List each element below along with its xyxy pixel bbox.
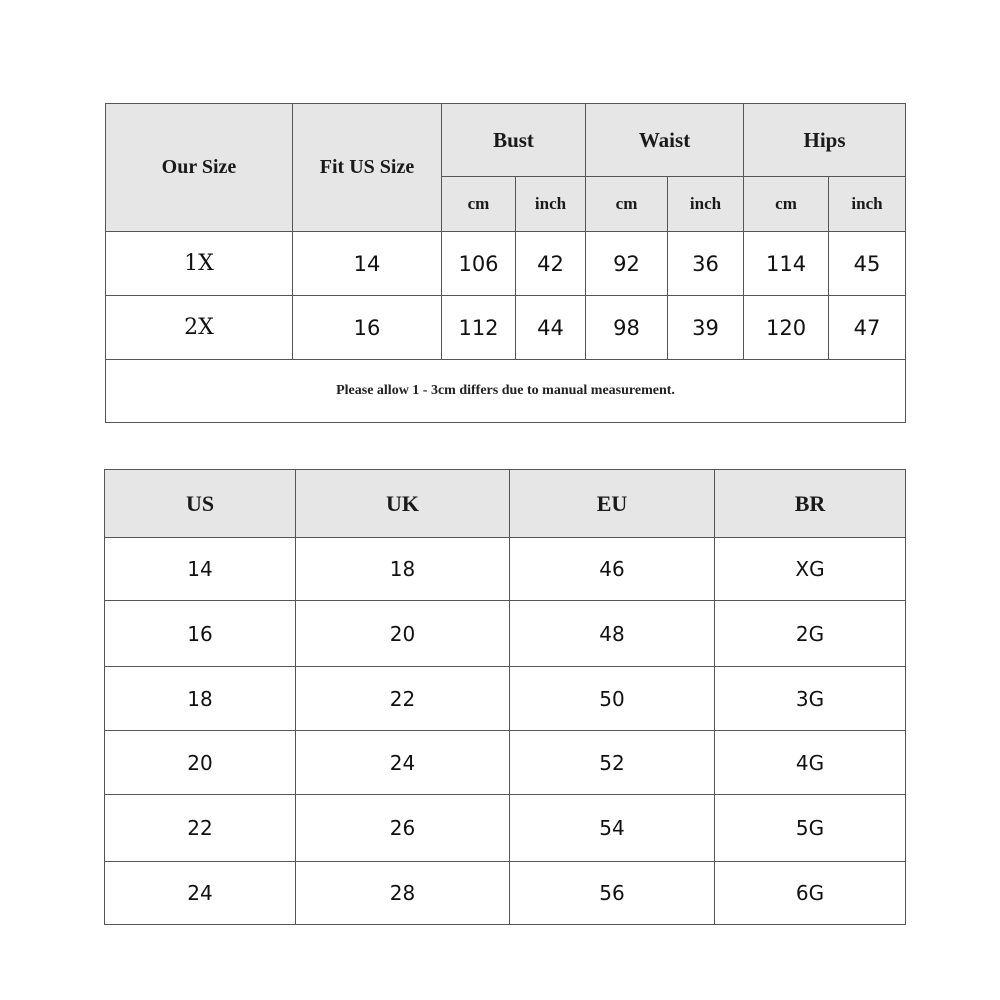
- us-cell: 14: [105, 538, 296, 601]
- us-cell: 18: [105, 667, 296, 731]
- eu-cell: 46: [510, 538, 715, 601]
- us-cell: 20: [105, 731, 296, 795]
- table-row: [105, 862, 906, 925]
- bust-inch-cell: 44: [516, 296, 586, 360]
- header-eu: EU: [510, 470, 715, 538]
- header-bust-inch: inch: [516, 177, 586, 232]
- waist-inch-cell: 39: [668, 296, 744, 360]
- header-waist: Waist: [586, 104, 744, 177]
- size-conversion-table: [104, 469, 906, 925]
- header-us: US: [105, 470, 296, 538]
- table-row: [106, 232, 906, 296]
- eu-cell: 54: [510, 795, 715, 862]
- table-row: [105, 538, 906, 601]
- br-cell: XG: [715, 538, 906, 601]
- fit-us-cell: 14: [293, 232, 442, 296]
- table-row: [105, 667, 906, 731]
- uk-cell: 24: [296, 731, 510, 795]
- table-row: [105, 731, 906, 795]
- table-row: [105, 601, 906, 667]
- eu-cell: 52: [510, 731, 715, 795]
- header-fit-us-size: Fit US Size: [293, 104, 442, 232]
- br-cell: 5G: [715, 795, 906, 862]
- us-cell: 16: [105, 601, 296, 667]
- our-size-cell: 1X: [106, 232, 293, 296]
- waist-inch-cell: 36: [668, 232, 744, 296]
- waist-cm-cell: 98: [586, 296, 668, 360]
- hips-cm-cell: 114: [744, 232, 829, 296]
- header-bust-cm: cm: [442, 177, 516, 232]
- us-cell: 24: [105, 862, 296, 925]
- fit-us-cell: 16: [293, 296, 442, 360]
- header-bust: Bust: [442, 104, 586, 177]
- table-row: [106, 296, 906, 360]
- bust-inch-cell: 42: [516, 232, 586, 296]
- waist-cm-cell: 92: [586, 232, 668, 296]
- our-size-cell: 2X: [106, 296, 293, 360]
- measurement-note: Please allow 1 - 3cm differs due to manual measurement.: [106, 360, 906, 423]
- size-measurement-table: [105, 103, 906, 423]
- br-cell: 6G: [715, 862, 906, 925]
- eu-cell: 56: [510, 862, 715, 925]
- eu-cell: 50: [510, 667, 715, 731]
- uk-cell: 18: [296, 538, 510, 601]
- header-uk: UK: [296, 470, 510, 538]
- bust-cm-cell: 112: [442, 296, 516, 360]
- uk-cell: 20: [296, 601, 510, 667]
- br-cell: 4G: [715, 731, 906, 795]
- header-hips: Hips: [744, 104, 906, 177]
- uk-cell: 22: [296, 667, 510, 731]
- br-cell: 2G: [715, 601, 906, 667]
- header-br: BR: [715, 470, 906, 538]
- eu-cell: 48: [510, 601, 715, 667]
- br-cell: 3G: [715, 667, 906, 731]
- hips-inch-cell: 45: [829, 232, 906, 296]
- header-our-size: Our Size: [106, 104, 293, 232]
- bust-cm-cell: 106: [442, 232, 516, 296]
- us-cell: 22: [105, 795, 296, 862]
- header-hips-inch: inch: [829, 177, 906, 232]
- header-hips-cm: cm: [744, 177, 829, 232]
- uk-cell: 26: [296, 795, 510, 862]
- hips-cm-cell: 120: [744, 296, 829, 360]
- header-waist-inch: inch: [668, 177, 744, 232]
- header-waist-cm: cm: [586, 177, 668, 232]
- uk-cell: 28: [296, 862, 510, 925]
- table-row: [105, 795, 906, 862]
- hips-inch-cell: 47: [829, 296, 906, 360]
